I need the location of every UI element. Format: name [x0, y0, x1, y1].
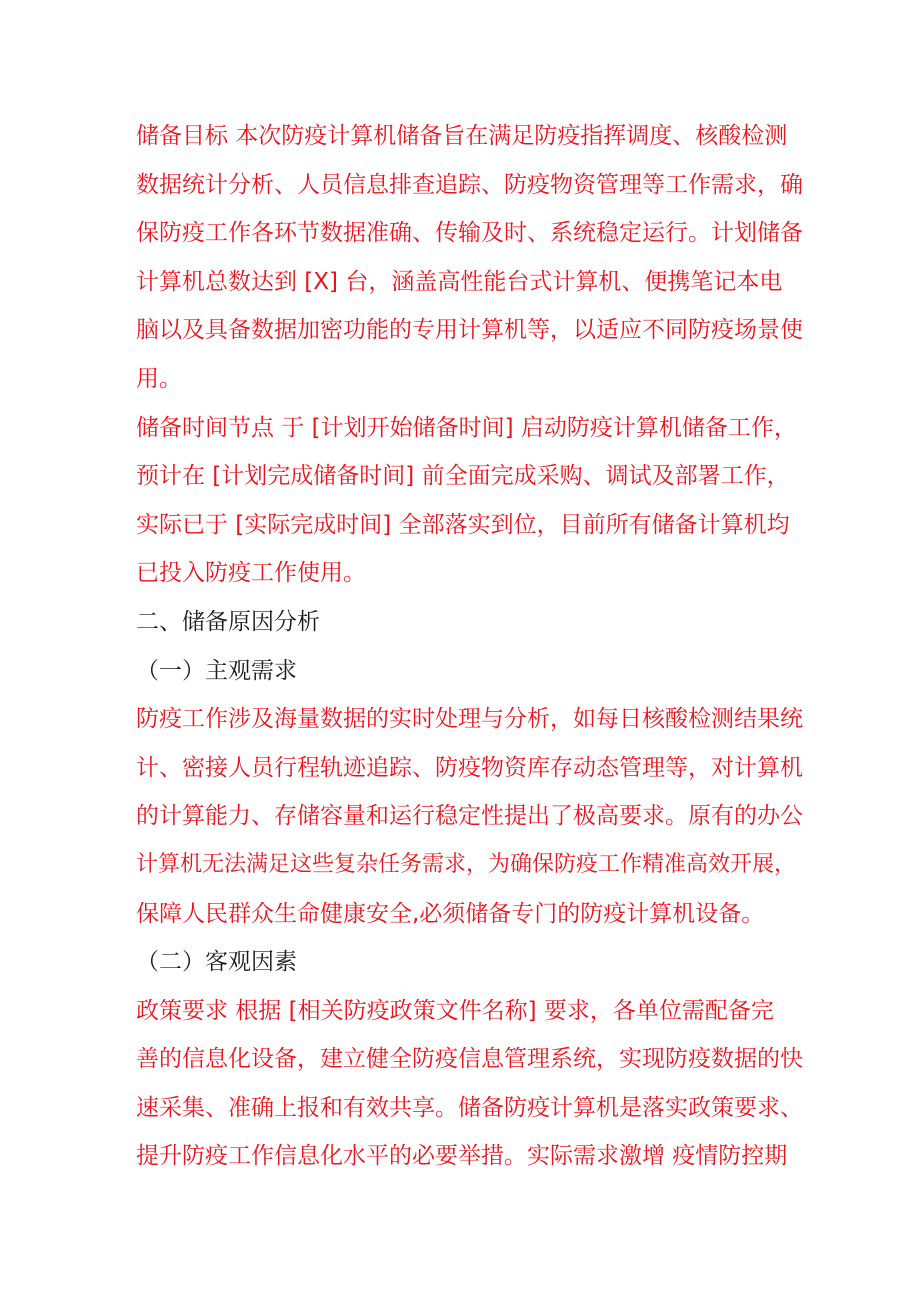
text-line: 数据统计分析、人员信息排查追踪、防疫物资管理等工作需求，确 [136, 171, 803, 198]
document-body [136, 112, 806, 1181]
text-line: 善的信息化设备，建立健全防疫信息管理系统，实现防疫数据的快 [136, 1046, 803, 1073]
text-line: 保障人民群众生命健康安全,必须储备专门的防疫计算机设备。 [136, 900, 765, 927]
text-line: 提升防疫工作信息化水平的必要举措。实际需求激增 疫情防控期 [136, 1143, 788, 1170]
text-line: 储备时间节点 于 [计划开始储备时间] 启动防疫计算机储备工作， [136, 414, 797, 441]
text-line: 计、密接人员行程轨迹追踪、防疫物资库存动态管理等，对计算机 [136, 754, 803, 781]
text-line: 脑以及具备数据加密功能的专用计算机等，以适应不同防疫场景使 [136, 317, 803, 344]
text-line: 计算机无法满足这些复杂任务需求，为确保防疫工作精准高效开展， [136, 851, 797, 877]
text-line: 的计算能力、存储容量和运行稳定性提出了极高要求。原有的办公 [136, 803, 803, 830]
text-line: 用。 [136, 365, 182, 392]
subsection-heading: （一）主观需求 [136, 657, 297, 684]
text-line: 政策要求 根据 [相关防疫政策文件名称] 要求，各单位需配备完 [136, 997, 774, 1024]
text-line: 防疫工作涉及海量数据的实时处理与分析，如每日核酸检测结果统 [136, 706, 803, 733]
text-line: 速采集、准确上报和有效共享。储备防疫计算机是落实政策要求、 [136, 1094, 803, 1121]
section-heading: 二、储备原因分析 [136, 608, 320, 635]
text-line: 实际已于 [实际完成时间] 全部落实到位，目前所有储备计算机均 [136, 511, 790, 538]
text-line: 保防疫工作各环节数据准确、传输及时、系统稳定运行。计划储备 [136, 220, 803, 247]
subsection-heading: （二）客观因素 [136, 949, 297, 976]
text-line: 计算机总数达到 [X] 台，涵盖高性能台式计算机、便携笔记本电 [136, 268, 783, 295]
text-line: 预计在 [计划完成储备时间] 前全面完成采购、调试及部署工作， [136, 463, 790, 490]
text-line: 已投入防疫工作使用。 [136, 560, 366, 587]
text-line: 储备目标 本次防疫计算机储备旨在满足防疫指挥调度、核酸检测 [136, 123, 788, 149]
